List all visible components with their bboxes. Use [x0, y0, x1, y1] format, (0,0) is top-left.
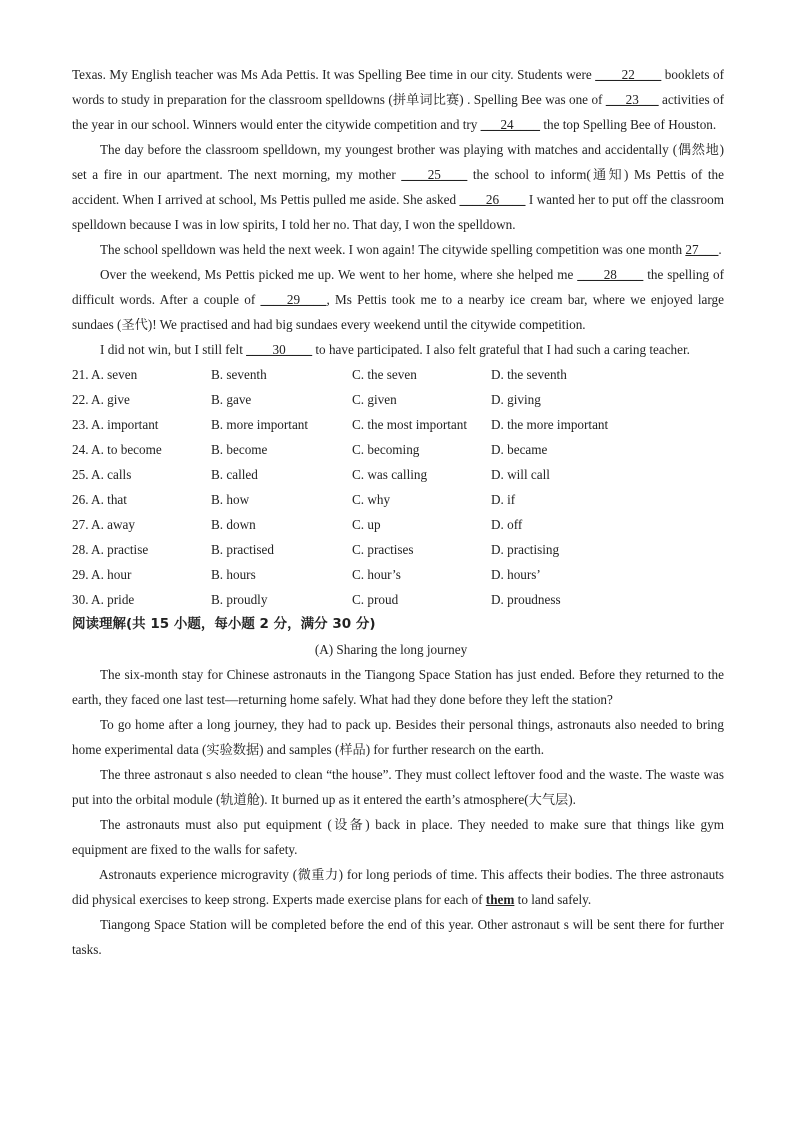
option-row: 21. A. seven B. seventh C. the seven D. the seventh — [72, 367, 567, 382]
option-row: 26. A. that B. how C. why D. if — [72, 492, 516, 507]
option-row: 25. A. calls B. called C. was calling D. will call — [72, 467, 550, 482]
blank-24: ___24____ — [480, 117, 541, 132]
reading-paragraph-1: The six-month stay for Chinese astronauts in the Tiangong Space Station has just ended. Before they returned to the earth, they faced one last test—returning home safely. What had they done before they left the station? — [72, 667, 724, 707]
cloze-paragraph-4: Over the weekend, Ms Pettis picked me up. We went to her home, where she helped me ____28____ the spelling of difficult words. After a couple of ____29____, Ms Pettis took me to a nearby ice cream bar, where we enjoyed large sundaes (圣代)! We practised and had big sundaes every weekend until the citywide competition. — [72, 267, 725, 332]
option-row: 29. A. hour B. hours C. hour’s D. hours’ — [72, 567, 541, 582]
reading-paragraph-6: Tiangong Space Station will be completed before the end of this year. Other astronaut s will be sent there for further tasks. — [72, 917, 724, 957]
underlined-word-them: them — [485, 892, 515, 907]
option-row: 22. A. give B. gave C. given D. giving — [72, 392, 541, 407]
passage-title: (A) Sharing the long journey — [314, 642, 468, 657]
blank-22: ____22____ — [595, 67, 662, 82]
option-row: 27. A. away B. down C. up D. off — [72, 517, 523, 532]
options-list — [72, 362, 724, 612]
reading-paragraph-5: Astronauts experience microgravity (微重力) for long periods of time. This affects their bodies. The three astronauts did physical exercises to keep strong. Experts made exercise plans for each of them to land safely. — [72, 867, 724, 907]
cloze-paragraph-3: The school spelldown was held the next week. I won again! The citywide spelling competition was one month 27___. — [100, 242, 722, 257]
blank-25: ____25____ — [401, 167, 468, 182]
blank-27: 27___ — [685, 242, 719, 257]
blank-23: ___23___ — [605, 92, 659, 107]
blank-26: ____26____ — [459, 192, 526, 207]
option-row: 30. A. pride B. proudly C. proud D. proudness — [72, 592, 561, 607]
reading-paragraph-3: The three astronaut s also needed to clean “the house”. They must collect leftover food and the waste. The waste was put into the orbital module (轨道舱). It burned up as it entered the earth’s atmosphere(大气层). — [72, 767, 724, 807]
option-row: 24. A. to become B. become C. becoming D. became — [72, 442, 548, 457]
blank-30: ____30____ — [246, 342, 313, 357]
cloze-paragraph-2: The day before the classroom spelldown, my youngest brother was playing with matches and accidentally (偶然地) set a fire in our apartment. The next morning, my mother ____25____ the school to inform(通知) Ms Pettis of the accident. When I arrived at school, Ms Pettis pulled me aside. She asked ____26____ I wanted her to put off the classroom spelldown because I was in low spirits, I told her no. That day, I won the spelldown. — [72, 142, 724, 232]
reading-paragraph-4: The astronauts must also put equipment (设备) back in place. They needed to make sure that things like gym equipment are fixed to the walls for safety. — [72, 817, 724, 857]
blank-28: ____28____ — [577, 267, 644, 282]
blank-29: ____29____ — [260, 292, 327, 307]
exam-page — [72, 62, 724, 962]
cloze-paragraph-1: Texas. My English teacher was Ms Ada Pettis. It was Spelling Bee time in our city. Students were ____22____ booklets of words to study in preparation for the classroom spelldowns (拼单词比赛) . Spelling Bee was one of ___23___ activities of the year in our school. Winners would enter the citywide competition and try ___24____ the top Spelling Bee of Houston. — [72, 67, 724, 132]
reading-section-heading: 阅读理解(共 15 小题，每小题 2 分，满分 30 分) — [72, 616, 376, 632]
cloze-paragraph-5: I did not win, but I still felt ____30____ to have participated. I also felt grateful that I had such a caring teacher. — [100, 342, 690, 357]
reading-paragraph-2: To go home after a long journey, they had to pack up. Besides their personal things, astronauts also needed to bring home experimental data (实验数据) and samples (样品) for further research on the earth. — [72, 717, 724, 757]
option-row: 23. A. important B. more important C. the most important D. the more important — [72, 417, 609, 432]
option-row: 28. A. practise B. practised C. practises D. practising — [72, 542, 560, 557]
